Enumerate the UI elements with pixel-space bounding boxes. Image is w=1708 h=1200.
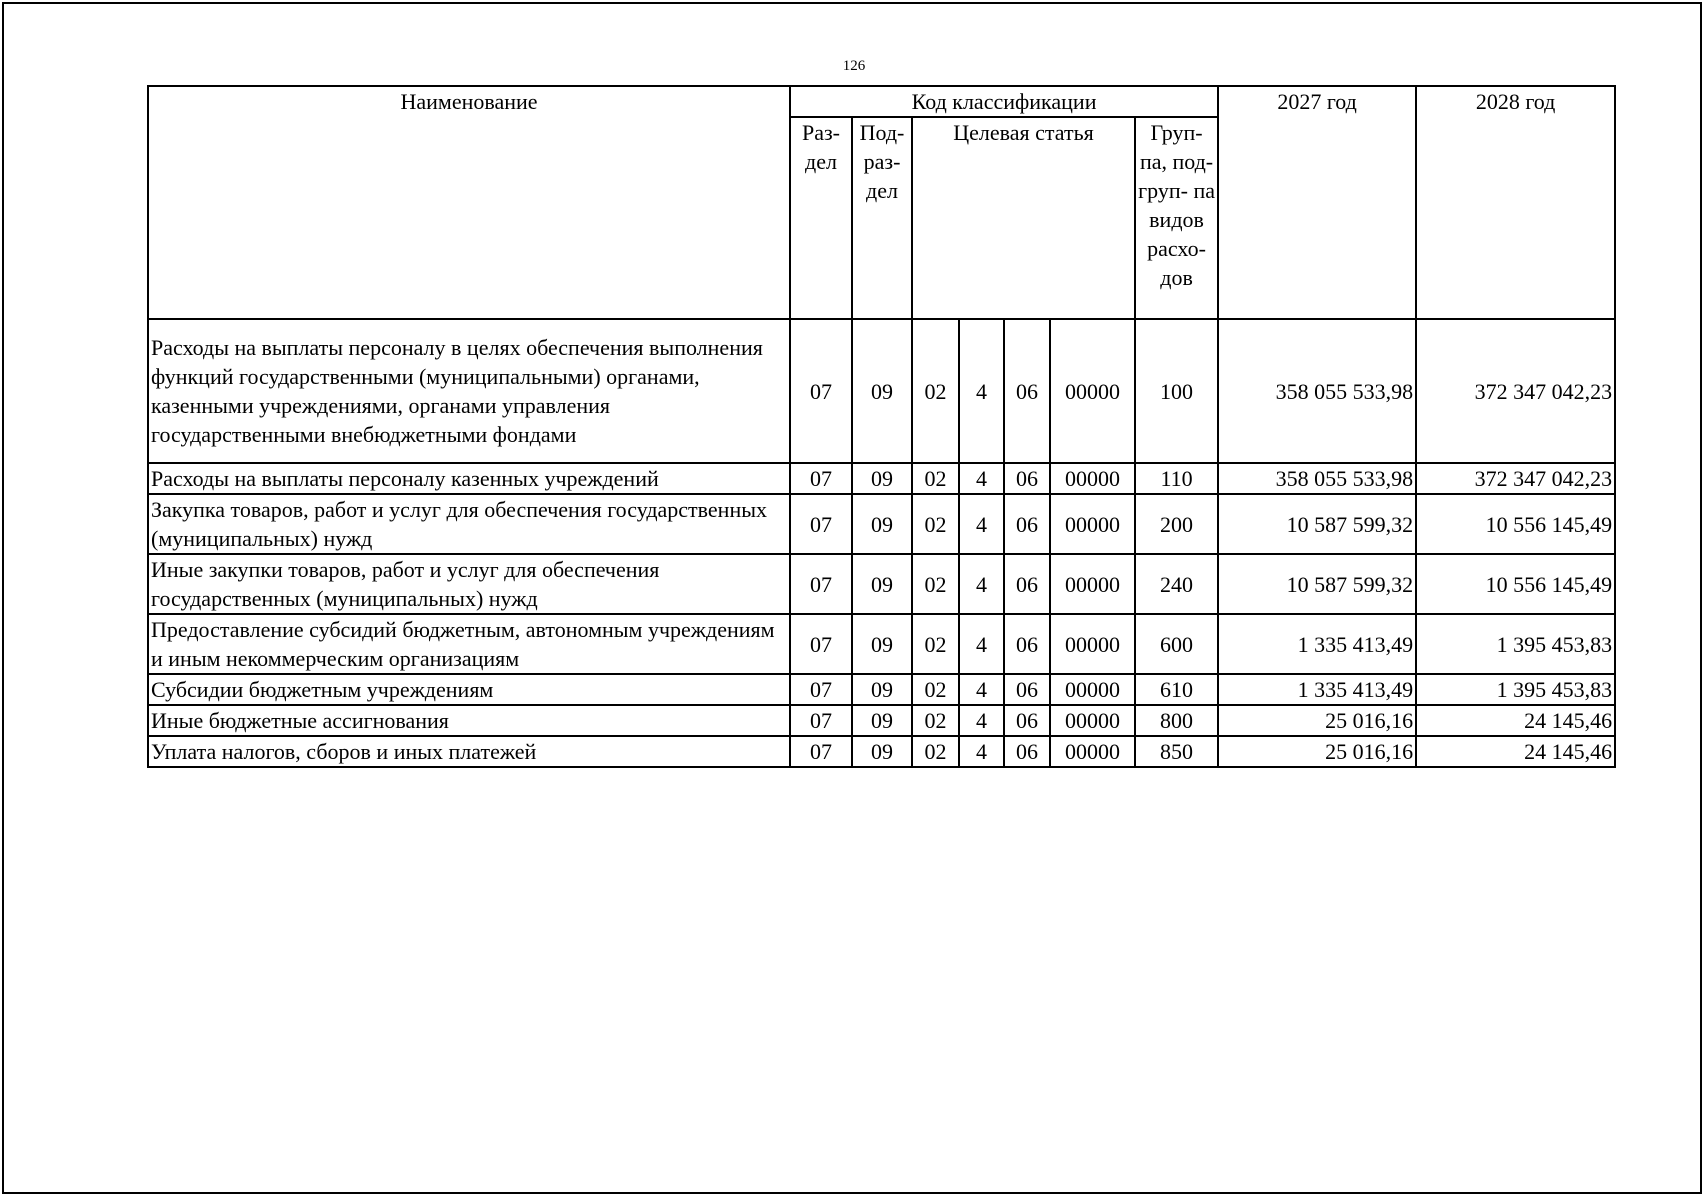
row-subsection: 09 xyxy=(852,705,912,736)
table-row xyxy=(148,614,1615,674)
row-target-2: 4 xyxy=(959,705,1004,736)
row-amount-2028: 24 145,46 xyxy=(1416,705,1615,736)
row-name: Субсидии бюджетным учреждениям xyxy=(148,674,790,705)
row-target-2: 4 xyxy=(959,674,1004,705)
row-expense-group: 110 xyxy=(1135,463,1218,494)
row-target-1: 02 xyxy=(912,494,959,554)
row-subsection: 09 xyxy=(852,614,912,674)
row-target-2: 4 xyxy=(959,463,1004,494)
header-year-2027: 2027 год xyxy=(1218,86,1416,319)
row-target-1: 02 xyxy=(912,554,959,614)
row-target-4: 00000 xyxy=(1050,554,1135,614)
row-target-4: 00000 xyxy=(1050,736,1135,767)
row-target-2: 4 xyxy=(959,494,1004,554)
row-subsection: 09 xyxy=(852,463,912,494)
row-name: Предоставление субсидий бюджетным, автономным учреждениям и иным некоммерческим организациям xyxy=(148,614,790,674)
row-amount-2027: 10 587 599,32 xyxy=(1218,554,1416,614)
table-row xyxy=(148,319,1615,463)
row-amount-2028: 24 145,46 xyxy=(1416,736,1615,767)
row-name: Расходы на выплаты персоналу казенных учреждений xyxy=(148,463,790,494)
header-subsection xyxy=(852,117,912,319)
row-section: 07 xyxy=(790,463,852,494)
row-expense-group: 610 xyxy=(1135,674,1218,705)
row-expense-group: 240 xyxy=(1135,554,1218,614)
header-row-top xyxy=(148,86,1615,117)
row-amount-2028: 1 395 453,83 xyxy=(1416,614,1615,674)
budget-table xyxy=(147,85,1616,768)
row-target-2: 4 xyxy=(959,554,1004,614)
table-row xyxy=(148,554,1615,614)
row-amount-2027: 25 016,16 xyxy=(1218,705,1416,736)
row-section: 07 xyxy=(790,736,852,767)
row-section: 07 xyxy=(790,494,852,554)
row-target-4: 00000 xyxy=(1050,614,1135,674)
row-amount-2028: 10 556 145,49 xyxy=(1416,494,1615,554)
row-amount-2027: 10 587 599,32 xyxy=(1218,494,1416,554)
header-section xyxy=(790,117,852,319)
row-amount-2027: 358 055 533,98 xyxy=(1218,463,1416,494)
header-classification-code: Код классификации xyxy=(790,86,1218,117)
row-name: Иные закупки товаров, работ и услуг для обеспечения государственных (муниципальных) нужд xyxy=(148,554,790,614)
row-target-1: 02 xyxy=(912,705,959,736)
row-section: 07 xyxy=(790,554,852,614)
row-amount-2028: 10 556 145,49 xyxy=(1416,554,1615,614)
row-target-3: 06 xyxy=(1004,554,1050,614)
row-name: Закупка товаров, работ и услуг для обеспечения государственных (муниципальных) нужд xyxy=(148,494,790,554)
row-expense-group: 850 xyxy=(1135,736,1218,767)
row-expense-group: 600 xyxy=(1135,614,1218,674)
table-row xyxy=(148,674,1615,705)
row-target-3: 06 xyxy=(1004,674,1050,705)
header-subsection-label: Под- раз- дел xyxy=(859,120,905,203)
row-amount-2027: 25 016,16 xyxy=(1218,736,1416,767)
row-target-2: 4 xyxy=(959,736,1004,767)
header-expense-group xyxy=(1135,117,1218,319)
header-name: Наименование xyxy=(148,86,790,319)
row-subsection: 09 xyxy=(852,736,912,767)
row-name: Расходы на выплаты персоналу в целях обеспечения выполнения функций государственными (муниципальными) органами, казенными учреждениями, органами управления государственными внебюджетными фондами xyxy=(148,319,790,463)
row-target-2: 4 xyxy=(959,319,1004,463)
table-row xyxy=(148,494,1615,554)
row-amount-2027: 1 335 413,49 xyxy=(1218,614,1416,674)
row-section: 07 xyxy=(790,674,852,705)
row-subsection: 09 xyxy=(852,554,912,614)
page-number: 126 xyxy=(842,58,866,74)
row-expense-group: 200 xyxy=(1135,494,1218,554)
row-target-4: 00000 xyxy=(1050,705,1135,736)
table-row xyxy=(148,705,1615,736)
row-target-3: 06 xyxy=(1004,614,1050,674)
row-section: 07 xyxy=(790,614,852,674)
row-subsection: 09 xyxy=(852,674,912,705)
row-subsection: 09 xyxy=(852,494,912,554)
row-target-1: 02 xyxy=(912,614,959,674)
table-row xyxy=(148,736,1615,767)
row-expense-group: 100 xyxy=(1135,319,1218,463)
row-amount-2027: 358 055 533,98 xyxy=(1218,319,1416,463)
row-target-4: 00000 xyxy=(1050,319,1135,463)
row-target-3: 06 xyxy=(1004,319,1050,463)
row-target-1: 02 xyxy=(912,319,959,463)
row-expense-group: 800 xyxy=(1135,705,1218,736)
row-amount-2027: 1 335 413,49 xyxy=(1218,674,1416,705)
row-target-3: 06 xyxy=(1004,494,1050,554)
row-amount-2028: 1 395 453,83 xyxy=(1416,674,1615,705)
header-expense-group-label: Груп- па, под- груп- па видов расхо- дов xyxy=(1138,120,1215,290)
header-target-item: Целевая статья xyxy=(912,117,1135,319)
row-subsection: 09 xyxy=(852,319,912,463)
row-target-3: 06 xyxy=(1004,736,1050,767)
row-target-4: 00000 xyxy=(1050,494,1135,554)
row-section: 07 xyxy=(790,319,852,463)
row-target-4: 00000 xyxy=(1050,463,1135,494)
header-section-label: Раз- дел xyxy=(801,120,841,174)
row-target-1: 02 xyxy=(912,736,959,767)
row-target-3: 06 xyxy=(1004,705,1050,736)
row-amount-2028: 372 347 042,23 xyxy=(1416,463,1615,494)
row-target-1: 02 xyxy=(912,674,959,705)
row-target-1: 02 xyxy=(912,463,959,494)
row-name: Уплата налогов, сборов и иных платежей xyxy=(148,736,790,767)
row-section: 07 xyxy=(790,705,852,736)
row-target-4: 00000 xyxy=(1050,674,1135,705)
row-amount-2028: 372 347 042,23 xyxy=(1416,319,1615,463)
table-row xyxy=(148,463,1615,494)
row-name: Иные бюджетные ассигнования xyxy=(148,705,790,736)
header-year-2028: 2028 год xyxy=(1416,86,1615,319)
row-target-3: 06 xyxy=(1004,463,1050,494)
row-target-2: 4 xyxy=(959,614,1004,674)
